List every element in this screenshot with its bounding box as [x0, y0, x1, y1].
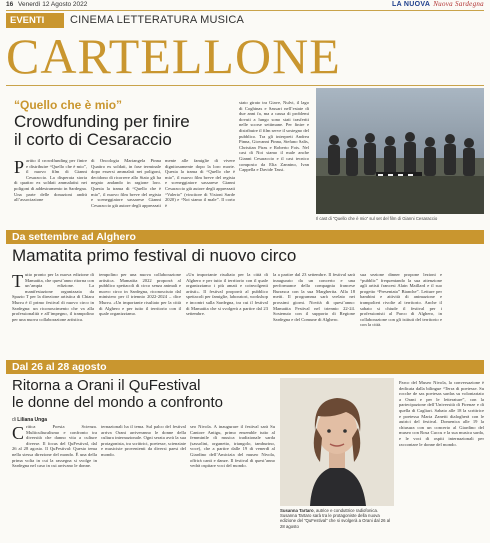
title-rule: [6, 85, 484, 86]
logo-text: LA NUOVA: [392, 1, 431, 8]
article2-drop-cap: T: [12, 272, 23, 291]
article3-col1-text: ritica Poesia Scienza. Multiculturalismo e confronto tra diversità che danno vita a culture diverse. Il focus del QuFestival, dal 26 al 28 agosto. Il QuFestival: Questo tema nella stessa direzione del mondo. È una della prima volta in cui la rassegna si svolge in Sardegna nel caso in cui arrivano le donne.: [12, 424, 97, 469]
film-set-photo: [316, 88, 484, 214]
article1-title-line1: Crowdfunding per finire: [14, 112, 190, 131]
byline-author: Liliana Unga: [17, 417, 48, 423]
article3-column-2: ternazionali ha il tema. Sul palco del festival arriva Orani arriveranno le donne della cultura internazionale. Ogni serata avrà la sua protagonista, tra scrittrici, poetesse, scienziate e musiciste provenienti da diversi paesi del mondo.: [101, 424, 186, 457]
article2-column-4: la a partire dal 23 settembre. Il festival sarà inaugurato da un concerto e una performance della compagnia francese Burrasca con la sua Margherita. Alla 18 metti. Il programma sarà svelato nei prossimi giorni. Novità di quest’anno: Mamatita Festival nel triennio 22-24. Sostenuto con il supporto di Regione Sardegna e del Comune di Alghero.: [273, 272, 355, 322]
top-bar: [0, 0, 490, 10]
caption-text: , autrice e conduttrice radiofonica. Susanna Tartaro sarà tra le protagoniste della nuova edizione del “QuFestival” che si svolgerà a Orani dal 26 al 28 agosto: [280, 508, 391, 529]
article1-photo-caption: Il cast di “Quello che è mio” sul set del film di Gianni Cesaraccio: [316, 216, 438, 221]
section-title: CINEMA LETTERATURA MUSICA: [70, 14, 245, 26]
article2-title: Mamatita primo festival di nuovo circo: [12, 246, 297, 265]
article2-col1-text: utto pronto per la nuova edizione di Mamatita, che quest’anno ritorna con un’ampia edizione. La manifestazione organizzata da Spazio T per la direzione artistica di Chiara Murru è il primo festival di nuovo circo in Sardegna: un riconoscimento che va alla professionalità e all’impegno, il trampolino per una nuova collaborazione artistica.: [12, 272, 94, 322]
article3-photo-caption: [280, 508, 394, 529]
newspaper-logo: [392, 0, 484, 8]
page-title: CARTELLONE: [6, 28, 341, 84]
article2-column-2: tempolino per una nuova collaborazione artistica. Mamatita 2022 proporrà al pubblico spettacoli di circo senza animali e nuovo circo in Sardegna, riconosciuto dal ministero per il triennio 2022-2024 – dice Murru. «Un importante risultato per la città di Alghero e per tutto il territorio con il quale organizziamo.: [99, 272, 181, 317]
article2-column-5: sua sezione dinner propone lezioni e “pubblic” frequentando la sua attenzione agli artisti francesi Alain Maillard e il suo progetto “Presentata” Bianche”. Letture per bambini e attività di animazione e trampolieri rivolte al territorio. Anche il sabato si chiude il festival per i professionisti al Parco di Alghero, in collaborazione con gli istituti del territorio e con la città.: [360, 272, 442, 328]
article3-title-line2: le donne del mondo a confronto: [12, 394, 223, 411]
article3-column-3: seo Nivola. A inaugurare il festival sarà Su Cantore Antigu, primo ensemble tutto al femminile di musica tradizionale sarda (sassolini, organetto, triangolo, tamburino, voce), che a partire dalle 19 di venerdì al Giardino dell’Amicizia del museo Nivola, offrirà canti e danze. Il festival di quest’anno vedrà ospitare voci del mondo.: [190, 424, 275, 469]
section-tag: EVENTI: [6, 13, 64, 28]
article1-col1-text: artito il crowdfunding per finire e distribuire “Quello che è mio”, il nuovo film di Gianni Cesaraccio. La disperata storia di quattro ex soldati ammalatisi nei poligoni di addestramento in Sardegna. Una parte delle donazioni andrà all’associazione: [14, 158, 87, 203]
caption-name: Susanna Tartaro: [280, 508, 314, 513]
article2-kicker: Da settembre ad Alghero: [12, 231, 136, 243]
article2-column-1: [12, 272, 94, 357]
article1-column-4: stato girato tra Giave, Nulvi, il lago di Coghinas e Sassari nell’estate di due anni fa, ma a causa di problemi dovuti a lungo sono stati trasferiti nelle scorse settimane. Per finire e distribuire il film serve il sostegno del pubblico. Tra gli interpreti Andrea Pinna, Giovanni Pinna, Stefano Salis, Christian Piras e Roberto Fois. Nel cast di Noi siamo il male anche Gianni Cesaraccio e il cast tecnico composto da Elia Zannino, Ivan Cappella e Davide Tassi.: [239, 100, 309, 173]
article3-kicker: Dal 26 al 28 agosto: [12, 361, 107, 373]
article3-column-4: Parco del Museo Nivola, la conversazione è dedicata dalla bilingue “Terra di poetesse. Su rocche de sas poetesas sardas su volontariato a Orani e per le letterature”, con la partecipazione dell’Università di Firenze e di quella di Cagliari. Sabato alle 18 la scrittrice e poetessa Maria Zanetti dialogherà con le autrici del festival. Domenica alle 19 la chiusura con un concerto al Giardino del museo con Rosa Cuccu e la sua musica sarda, e le voci di ospiti internazionali per raccontare le donne del mondo.: [399, 380, 484, 447]
article1-title-line2: il corto di Cesaraccio: [14, 130, 172, 149]
page-number: 16: [6, 1, 14, 8]
article2-column-3: «Un importante risultato per la città di Alghero e per tutto il territorio con il quale organizziamo i più amati e coinvolgenti artisti». Il festival proporrà al pubblico spettacoli per famiglie, laboratori, workshop e incontri sulla Sardegna, tra cui il festival di Mamatita che si svolgerà a partire dal 23 settembre.: [186, 272, 268, 317]
article3-column-1: [12, 424, 97, 540]
article3-title-line1: Ritorna a Orani il QuFestival: [12, 377, 201, 394]
article3-portrait-photo: [280, 378, 394, 506]
portrait-image: [280, 378, 394, 506]
article1-column-1: [14, 158, 87, 226]
header-rule: [6, 10, 484, 11]
byline-prefix: di: [12, 417, 16, 423]
article3-drop-cap: C: [12, 424, 25, 443]
logo-subtitle: Nuova Sardegna: [433, 0, 484, 8]
article3-byline: [12, 417, 47, 423]
article1-drop-cap: P: [14, 158, 25, 177]
article1-kicker: “Quello che è mio”: [14, 98, 123, 112]
article1-column-2: di Oncologia Mariangela Pinna Quattro ex soldati, in fase terminale dopo essersi ammalati nei poligoni, decidono di ricorrere allo Stato gli ha negato andando in ragione loro. Questa la trama di “Quello che è mio”, il nuovo film breve del regista e sceneggiatore sassarese Gianni Cesaraccio già autore degli apprezzati: [91, 158, 161, 208]
issue-date: Venerdì 12 Agosto 2022: [18, 1, 88, 8]
article1-photo: [316, 88, 484, 214]
article1-column-3: mente alle famiglie di vivere dignitosamente dopo la loro morte. Questa la trama di “Quello che è mio”, il nuovo film breve del regista e sceneggiatore sassarese Gianni Cesaraccio già autore degli apprezzati “Valerio” (vincitore di Visioni Sarde 2020) e “Noi siamo il male”. Il corto è: [165, 158, 235, 208]
